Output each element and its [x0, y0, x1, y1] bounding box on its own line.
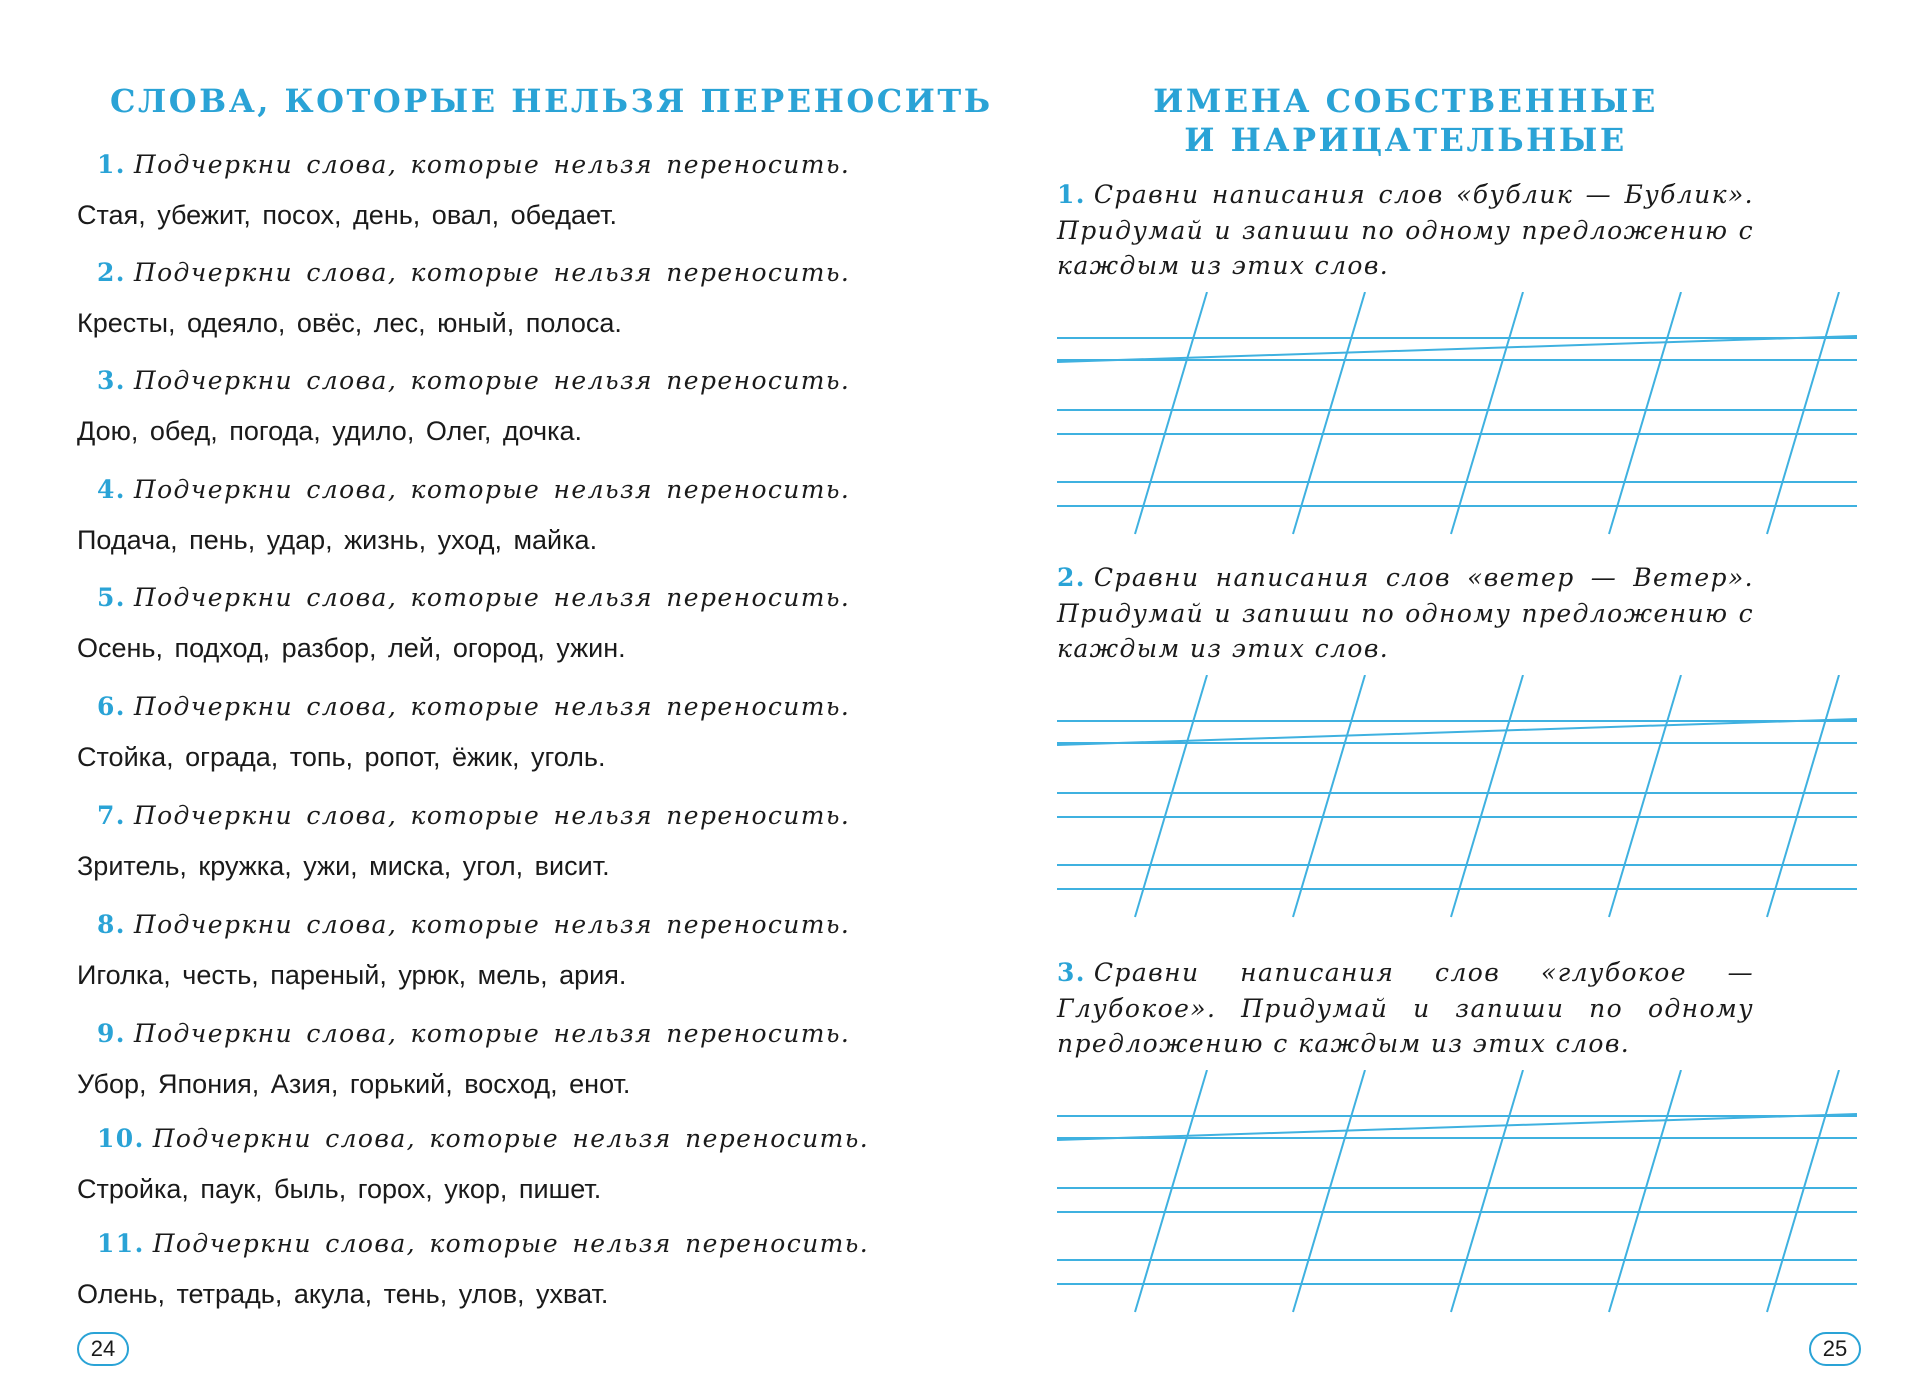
exercise-instruction: Сравни написания слов «бублик — Бублик». Придумай и запиши по одному предложению с каждым из этих слов.: [1057, 180, 1754, 280]
guide-slant-line: [1057, 336, 1857, 362]
exercise-instruction: Подчеркни слова, которые нельзя переносить.: [133, 258, 851, 287]
exercise-instruction: Подчеркни слова, которые нельзя переносить.: [133, 150, 851, 179]
exercise-instruction: Подчеркни слова, которые нельзя переносить.: [133, 366, 851, 395]
slant-line: [1609, 292, 1681, 534]
slant-line: [1451, 292, 1523, 534]
right-page-title: [1057, 82, 1754, 160]
exercise-words: Подача, пень, удар, жизнь, уход, майка.: [77, 525, 598, 555]
right-title-line-1: ИМЕНА СОБСТВЕННЫЕ: [1153, 82, 1658, 120]
exercise-number: 8.: [97, 910, 126, 939]
exercise-number: 9.: [97, 1019, 126, 1048]
exercise-words: Иголка, честь, пареный, урюк, мель, ария.: [77, 960, 627, 990]
writing-grid: [1057, 675, 1857, 925]
exercise-5: [77, 581, 851, 665]
exercise-words: Дою, обед, погода, удило, Олег, дочка.: [77, 416, 583, 446]
slant-line: [1767, 675, 1839, 917]
exercise-9: [77, 1017, 851, 1101]
exercise-task: [77, 148, 851, 182]
proper-noun-exercise-1: [1057, 177, 1754, 542]
exercise-7: [77, 799, 851, 883]
proper-noun-exercise-3: [1057, 955, 1754, 1320]
exercise-number: 3.: [1057, 958, 1086, 987]
slant-line: [1609, 1070, 1681, 1312]
exercise-number: 6.: [97, 692, 126, 721]
exercise-instruction: Подчеркни слова, которые нельзя переносить.: [152, 1229, 870, 1258]
exercise-number: 3.: [97, 366, 126, 395]
writing-grid: [1057, 1070, 1857, 1320]
exercise-task: [77, 1122, 870, 1156]
exercise-number: 10.: [97, 1124, 145, 1153]
page-number-left: 24: [77, 1332, 129, 1366]
exercise-instruction: Подчеркни слова, которые нельзя переносить.: [133, 475, 851, 504]
exercise-words: Осень, подход, разбор, лей, огород, ужин.: [77, 633, 626, 663]
exercise-number: 2.: [97, 258, 126, 287]
exercise-task: [77, 581, 851, 615]
exercise-instruction: Подчеркни слова, которые нельзя переносить.: [133, 910, 851, 939]
exercise-instruction: Подчеркни слова, которые нельзя переносить.: [133, 583, 851, 612]
exercise-task: [1057, 177, 1754, 284]
exercise-8: [77, 908, 851, 992]
slant-line: [1767, 292, 1839, 534]
slant-line: [1135, 1070, 1207, 1312]
right-title-line-2: И НАРИЦАТЕЛЬНЫЕ: [1184, 121, 1627, 159]
slant-line: [1293, 675, 1365, 917]
slant-line: [1451, 675, 1523, 917]
slant-line: [1609, 675, 1681, 917]
exercise-instruction: Подчеркни слова, которые нельзя переносить.: [133, 692, 851, 721]
exercise-words: Олень, тетрадь, акула, тень, улов, ухват.: [77, 1279, 609, 1309]
exercise-words: Убор, Япония, Азия, горький, восход, енот.: [77, 1069, 631, 1099]
exercise-task: [77, 364, 851, 398]
exercise-task: [77, 799, 851, 833]
guide-slant-line: [1057, 719, 1857, 745]
exercise-3: [77, 364, 851, 448]
exercise-task: [77, 690, 851, 724]
slant-line: [1293, 292, 1365, 534]
exercise-2: [77, 256, 851, 340]
exercise-words: Стройка, паук, быль, горох, укор, пишет.: [77, 1174, 602, 1204]
exercise-6: [77, 690, 851, 774]
exercise-instruction: Сравни написания слов «глубокое — Глубокое». Придумай и запиши по одному предложению с каждым из этих слов.: [1057, 958, 1754, 1058]
exercise-task: [77, 908, 851, 942]
exercise-task: [77, 1227, 870, 1261]
slant-line: [1135, 675, 1207, 917]
exercise-words: Зритель, кружка, ужи, миска, угол, висит.: [77, 851, 610, 881]
exercise-task: [77, 473, 851, 507]
exercise-number: 1.: [1057, 180, 1086, 209]
proper-noun-exercise-2: [1057, 560, 1754, 925]
writing-grid: [1057, 292, 1857, 542]
exercise-number: 7.: [97, 801, 126, 830]
exercise-words: Стая, убежит, посох, день, овал, обедает.: [77, 200, 618, 230]
exercise-words: Стойка, ограда, топь, ропот, ёжик, уголь.: [77, 742, 606, 772]
exercise-1: [77, 148, 851, 232]
exercise-number: 11.: [97, 1229, 145, 1258]
slant-line: [1135, 292, 1207, 534]
exercise-number: 4.: [97, 475, 126, 504]
exercise-number: 5.: [97, 583, 126, 612]
slant-line: [1767, 1070, 1839, 1312]
guide-slant-line: [1057, 1114, 1857, 1140]
slant-line: [1293, 1070, 1365, 1312]
exercise-task: [1057, 560, 1754, 667]
exercise-11: [77, 1227, 870, 1311]
exercise-task: [1057, 955, 1754, 1062]
exercise-number: 2.: [1057, 563, 1086, 592]
exercise-4: [77, 473, 851, 557]
slant-line: [1451, 1070, 1523, 1312]
exercise-instruction: Подчеркни слова, которые нельзя переносить.: [152, 1124, 870, 1153]
exercise-instruction: Сравни написания слов «ветер — Ветер». Придумай и запиши по одному предложению с каждым из этих слов.: [1057, 563, 1754, 663]
right-page: [957, 0, 1914, 1388]
exercise-instruction: Подчеркни слова, которые нельзя переносить.: [133, 1019, 851, 1048]
exercise-instruction: Подчеркни слова, которые нельзя переносить.: [133, 801, 851, 830]
exercise-number: 1.: [97, 150, 126, 179]
exercise-task: [77, 1017, 851, 1051]
left-page-title: СЛОВА, КОТОРЫЕ НЕЛЬЗЯ ПЕРЕНОСИТЬ: [110, 82, 993, 120]
exercise-task: [77, 256, 851, 290]
exercise-words: Кресты, одеяло, овёс, лес, юный, полоса.: [77, 308, 622, 338]
exercise-10: [77, 1122, 870, 1206]
page-number-right: 25: [1809, 1332, 1861, 1366]
